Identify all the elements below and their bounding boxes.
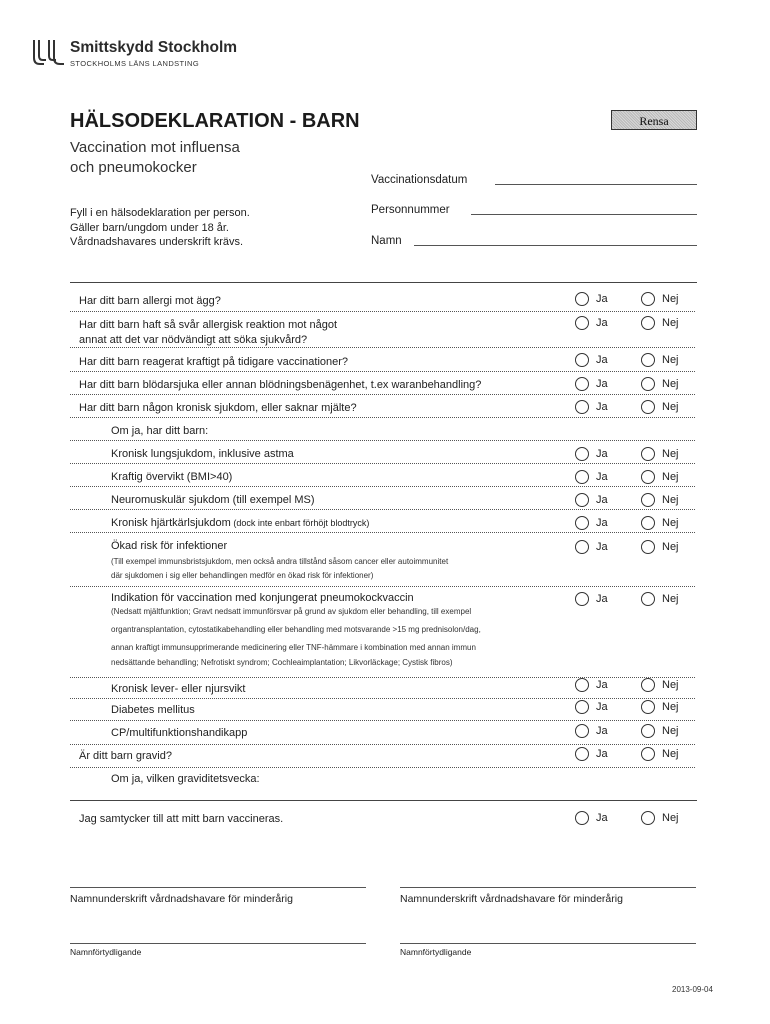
question-text: Kraftig övervikt (BMI>40) — [111, 471, 233, 483]
radio-yes-label: Ja — [596, 471, 608, 483]
radio-yes[interactable] — [575, 811, 589, 825]
radio-no[interactable] — [641, 516, 655, 530]
vaccination-date-field[interactable] — [495, 172, 697, 185]
radio-yes-label: Ja — [596, 593, 608, 605]
radio-yes-label: Ja — [596, 725, 608, 737]
radio-yes-label: Ja — [596, 541, 608, 553]
radio-no[interactable] — [641, 377, 655, 391]
radio-yes[interactable] — [575, 747, 589, 761]
radio-yes-label: Ja — [596, 517, 608, 529]
question-text: Om ja, har ditt barn: — [111, 425, 209, 437]
radio-no-label: Nej — [662, 471, 679, 483]
radio-no-label: Nej — [662, 812, 679, 824]
signature-label-right: Namnunderskrift vårdnadshavare för minderårig — [400, 893, 623, 905]
radio-no-label: Nej — [662, 378, 679, 390]
radio-no-label: Nej — [662, 448, 679, 460]
name-label: Namn — [371, 235, 402, 247]
radio-no[interactable] — [641, 292, 655, 306]
radio-no[interactable] — [641, 447, 655, 461]
radio-no[interactable] — [641, 540, 655, 554]
question-text: Jag samtycker till att mitt barn vaccineras. — [79, 813, 284, 825]
clear-button[interactable]: Rensa — [611, 110, 697, 130]
clarification-line-right — [400, 943, 696, 944]
question-text: Ökad risk för infektioner — [111, 540, 228, 552]
row-separator — [70, 417, 695, 418]
clarification-label-right: Namnförtydligande — [400, 947, 472, 957]
question-text: Har ditt barn allergi mot ägg? — [79, 295, 221, 307]
question-note: (dock inte enbart förhöjt blodtryck) — [230, 518, 370, 528]
radio-yes-label: Ja — [596, 701, 608, 713]
radio-no[interactable] — [641, 470, 655, 484]
radio-yes[interactable] — [575, 400, 589, 414]
question-text: Indikation för vaccination med konjungerat pneumokockvaccin — [111, 592, 414, 604]
radio-yes[interactable] — [575, 292, 589, 306]
radio-yes[interactable] — [575, 540, 589, 554]
question-text: annat att det var nödvändigt att söka sjukvård? — [79, 334, 308, 346]
radio-no[interactable] — [641, 316, 655, 330]
row-separator — [70, 509, 695, 510]
question-text: Kronisk lever- eller njursvikt — [111, 683, 246, 695]
personnummer-field[interactable] — [471, 202, 697, 215]
radio-no[interactable] — [641, 493, 655, 507]
radio-yes-label: Ja — [596, 448, 608, 460]
radio-no[interactable] — [641, 353, 655, 367]
page-subtitle — [70, 138, 330, 178]
radio-no-label: Nej — [662, 517, 679, 529]
row-separator — [70, 440, 695, 441]
subtitle-line-1: Vaccination mot influensa — [70, 139, 240, 156]
row-separator — [70, 463, 695, 464]
row-separator — [70, 347, 695, 348]
radio-yes[interactable] — [575, 678, 589, 692]
question-note: (Nedsatt mjältfunktion; Gravt nedsatt immunförsvar på grund av sjukdom eller behandling, till exempel — [111, 607, 472, 616]
clarification-label-left: Namnförtydligande — [70, 947, 142, 957]
radio-yes[interactable] — [575, 353, 589, 367]
org-subtitle: STOCKHOLMS LÄNS LANDSTING — [70, 59, 200, 68]
row-separator — [70, 744, 695, 745]
radio-yes-label: Ja — [596, 494, 608, 506]
radio-yes-label: Ja — [596, 293, 608, 305]
name-field[interactable] — [414, 233, 697, 246]
radio-yes-label: Ja — [596, 401, 608, 413]
question-note: (Till exempel immunsbristsjukdom, men också andra tillstånd såsom cancer eller autoimmunitet — [111, 557, 449, 566]
signature-line-left — [70, 887, 366, 888]
radio-no[interactable] — [641, 811, 655, 825]
question-note: organtransplantation, cytostatikabehandling eller behandling med motsvarande >15 mg prednisolon/dag, — [111, 625, 481, 634]
question-text: Har ditt barn blödarsjuka eller annan blödningsbenägenhet, t.ex waranbehandling? — [79, 379, 482, 391]
question-text: Neuromuskulär sjukdom (till exempel MS) — [111, 494, 315, 506]
radio-yes[interactable] — [575, 493, 589, 507]
radio-no-label: Nej — [662, 701, 679, 713]
radio-yes-label: Ja — [596, 317, 608, 329]
question-text: Kronisk hjärtkärlsjukdom (dock inte enbart förhöjt blodtryck) — [111, 517, 370, 529]
vaccination-date-label: Vaccinationsdatum — [371, 174, 468, 186]
radio-no[interactable] — [641, 724, 655, 738]
section-divider — [70, 282, 697, 283]
row-separator — [70, 486, 695, 487]
radio-yes-label: Ja — [596, 354, 608, 366]
question-text: Har ditt barn någon kronisk sjukdom, eller saknar mjälte? — [79, 402, 357, 414]
row-separator — [70, 311, 695, 312]
radio-no-label: Nej — [662, 541, 679, 553]
radio-yes-label: Ja — [596, 748, 608, 760]
radio-no-label: Nej — [662, 494, 679, 506]
radio-yes[interactable] — [575, 447, 589, 461]
radio-yes[interactable] — [575, 377, 589, 391]
question-note: nedsättande behandling; Nefrotiskt syndrom; Cochleaimplantation; Likvorläckage; Cystisk fibros) — [111, 658, 453, 667]
radio-no-label: Nej — [662, 317, 679, 329]
instruction-line-2: Gäller barn/ungdom under 18 år. — [70, 221, 229, 234]
radio-no-label: Nej — [662, 679, 679, 691]
row-separator — [70, 532, 695, 533]
question-note: annan kraftigt immunsupprimerande medicinering eller TNF-hämmare i kombination med annan immun — [111, 643, 476, 652]
question-text: Har ditt barn haft så svår allergisk reaktion mot något — [79, 319, 338, 331]
subtitle-line-2: och pneumokocker — [70, 159, 197, 176]
radio-yes[interactable] — [575, 724, 589, 738]
radio-no-label: Nej — [662, 401, 679, 413]
question-text: Är ditt barn gravid? — [79, 750, 172, 762]
question-text: Diabetes mellitus — [111, 704, 195, 716]
row-separator — [70, 371, 695, 372]
personnummer-label: Personnummer — [371, 204, 450, 216]
radio-yes[interactable] — [575, 516, 589, 530]
radio-no-label: Nej — [662, 593, 679, 605]
signature-line-right — [400, 887, 696, 888]
row-separator — [70, 586, 695, 587]
radio-no-label: Nej — [662, 293, 679, 305]
section-divider — [70, 800, 697, 801]
instruction-line-3: Vårdnadshavares underskrift krävs. — [70, 236, 244, 248]
page-title: HÄLSODEKLARATION - BARN — [70, 110, 360, 132]
row-separator — [70, 394, 695, 395]
instructions — [70, 206, 330, 250]
radio-yes-label: Ja — [596, 812, 608, 824]
radio-yes-label: Ja — [596, 679, 608, 691]
clarification-line-left — [70, 943, 366, 944]
question-text: Har ditt barn reagerat kraftigt på tidigare vaccinationer? — [79, 356, 349, 368]
radio-no[interactable] — [641, 592, 655, 606]
logo-icon — [30, 38, 66, 68]
radio-no[interactable] — [641, 678, 655, 692]
question-text: Kronisk lungsjukdom, inklusive astma — [111, 448, 294, 460]
row-separator — [70, 767, 695, 768]
radio-yes[interactable] — [575, 470, 589, 484]
question-text: Om ja, vilken graviditetsvecka: — [111, 773, 260, 785]
instruction-line-1: Fyll i en hälsodeklaration per person. — [70, 207, 250, 219]
org-name: Smittskydd Stockholm — [70, 39, 238, 56]
question-note: där sjukdomen i sig eller behandlingen medför en ökad risk för infektioner) — [111, 571, 374, 580]
radio-no-label: Nej — [662, 748, 679, 760]
radio-yes[interactable] — [575, 316, 589, 330]
radio-no[interactable] — [641, 400, 655, 414]
row-separator — [70, 720, 695, 721]
radio-no[interactable] — [641, 700, 655, 714]
radio-no[interactable] — [641, 747, 655, 761]
radio-yes-label: Ja — [596, 378, 608, 390]
radio-no-label: Nej — [662, 725, 679, 737]
radio-yes[interactable] — [575, 592, 589, 606]
radio-yes[interactable] — [575, 700, 589, 714]
row-separator — [70, 698, 695, 699]
question-text: CP/multifunktionshandikapp — [111, 727, 248, 739]
radio-no-label: Nej — [662, 354, 679, 366]
signature-label-left: Namnunderskrift vårdnadshavare för minderårig — [70, 893, 293, 905]
row-separator — [70, 677, 695, 678]
document-date: 2013-09-04 — [672, 985, 713, 994]
